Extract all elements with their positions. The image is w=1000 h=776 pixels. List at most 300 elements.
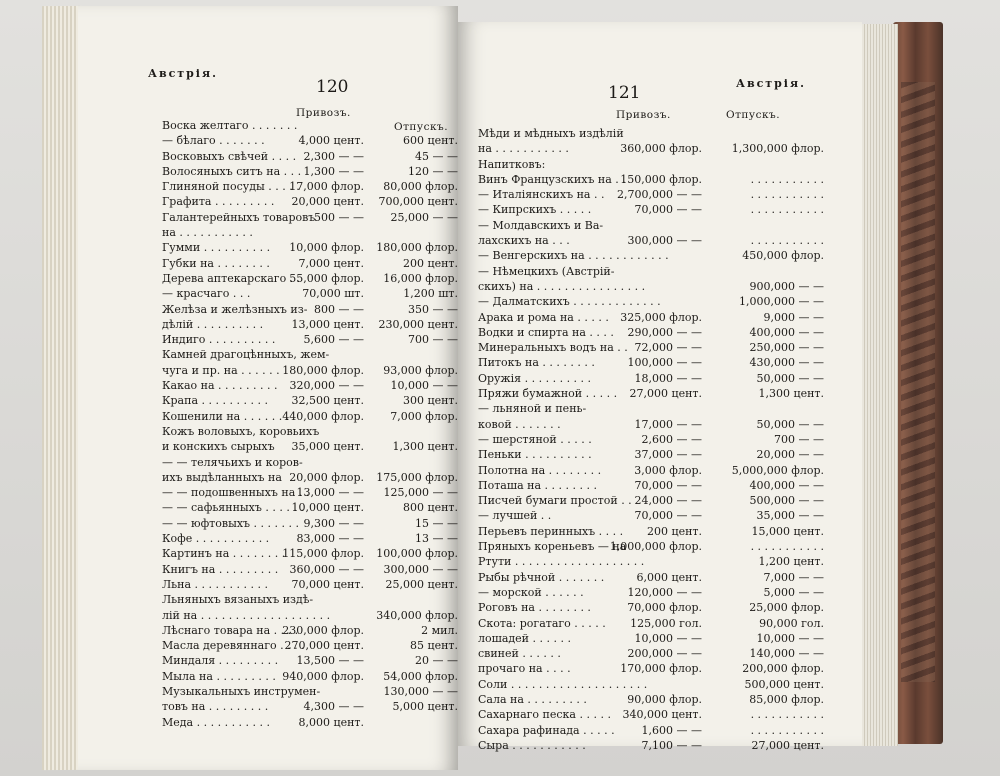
item-label: чуга и пр. на . . . . . . — [162, 363, 280, 377]
export-value: 20,000 — — — [756, 448, 824, 462]
import-value: 120,000 — — — [627, 585, 702, 599]
table-row — [162, 133, 462, 148]
item-label: прочаго на . . . . — [478, 662, 571, 676]
import-value: 150,000 флор. — [620, 172, 702, 186]
import-value: 27,000 цент. — [629, 387, 702, 401]
export-value: 400,000 — — — [749, 478, 824, 492]
table-row — [162, 684, 462, 699]
item-label: Арака и рома на . . . . . — [478, 310, 609, 324]
item-label: Минеральныхъ водъ на . . — [478, 341, 628, 355]
table-row — [162, 623, 462, 638]
table-row — [478, 677, 828, 692]
table-row — [478, 355, 828, 370]
table-row — [162, 638, 462, 653]
import-value: 70,000 шт. — [302, 287, 364, 301]
import-value: 340,000 цент. — [622, 708, 702, 722]
table-row — [162, 378, 462, 393]
export-value: 200,000 флор. — [742, 662, 824, 676]
export-value: . . . . . . . . . . . — [750, 540, 824, 554]
export-value: 7,000 — — — [763, 570, 824, 584]
item-label: на . . . . . . . . . . . — [478, 142, 569, 156]
export-value: 430,000 — — — [749, 356, 824, 370]
export-value: 85 цент. — [410, 639, 458, 653]
import-value: 10,000 — — — [634, 631, 702, 645]
import-value: 125,000 гол. — [630, 616, 702, 630]
import-value: 1,600 — — — [641, 723, 702, 737]
import-value: 7,000 цент. — [298, 256, 364, 270]
import-value: 320,000 — — — [289, 379, 364, 393]
table-row — [478, 524, 828, 539]
item-label: Пряныхъ кореньевъ — на — [478, 540, 627, 554]
export-value: 25,000 флор. — [749, 601, 824, 615]
table-row — [162, 424, 462, 439]
export-value: 50,000 — — — [756, 417, 824, 431]
item-label: Роговъ на . . . . . . . . — [478, 601, 591, 615]
import-value: 37,000 — — — [634, 448, 702, 462]
import-value: 70,000 цент. — [291, 577, 364, 591]
table-row — [162, 225, 462, 240]
import-value: 10,000 флор. — [289, 241, 364, 255]
export-value: 5,000 — — — [763, 585, 824, 599]
export-value: 5,000 цент. — [392, 700, 458, 714]
import-value: 10,000 цент. — [291, 501, 364, 515]
import-value: 17,000 — — — [634, 417, 702, 431]
item-label: Водки и спирта на . . . . — [478, 325, 614, 339]
page-edges-left — [42, 6, 82, 770]
page-number: 120 — [316, 77, 349, 97]
export-value: 1,300 цент. — [758, 387, 824, 401]
item-label: Рыбы рѣчной . . . . . . . — [478, 570, 605, 584]
export-value: 140,000 — — — [749, 647, 824, 661]
table-row — [478, 157, 828, 172]
import-value: 4,300 — — — [303, 700, 364, 714]
import-value: 940,000 флор. — [282, 669, 364, 683]
import-value: 180,000 флор. — [282, 363, 364, 377]
import-value: 13,500 — — — [296, 654, 364, 668]
export-value: 93,000 флор. — [383, 363, 458, 377]
left-page — [78, 6, 458, 770]
table-row — [162, 240, 462, 255]
import-value: 1,300 — — — [303, 164, 364, 178]
item-label: — Италіянскихъ на . . — [478, 188, 605, 202]
item-label: — Кипрскихъ . . . . . — [478, 203, 592, 217]
item-label: Писчей бумаги простой . . — [478, 494, 632, 508]
item-label: Глиняной посуды . . . . . — [162, 180, 300, 194]
item-label: Крапа . . . . . . . . . . — [162, 394, 268, 408]
table-row — [162, 531, 462, 546]
export-value: 10,000 — — — [756, 631, 824, 645]
import-value: 70,000 флор. — [627, 601, 702, 615]
import-value: 7,100 — — — [641, 738, 702, 752]
import-value: 18,000 — — — [634, 371, 702, 385]
item-label: Сахара рафинада . . . . . — [478, 723, 615, 737]
import-value: 70,000 — — — [634, 509, 702, 523]
item-label: — — подошвенныхъ на . . — [162, 486, 310, 500]
import-value: 100,000 — — — [627, 356, 702, 370]
export-value: 1,300 цент. — [392, 440, 458, 454]
item-label: Камней драгоцѣнныхъ, жем- — [162, 348, 330, 362]
item-label: Мыла на . . . . . . . . . — [162, 669, 276, 683]
table-row — [478, 248, 828, 263]
item-label: лій на . . . . . . . . . . . . . . . . . . . — [162, 608, 331, 622]
import-value: 24,000 — — — [634, 494, 702, 508]
table-row — [162, 149, 462, 164]
item-label: Восковыхъ свѣчей . . . . — [162, 149, 297, 163]
table-row — [162, 256, 462, 271]
item-label: — Нѣмецкихъ (Австрій- — [478, 264, 615, 278]
table-row — [162, 715, 462, 730]
item-label: — морской . . . . . . — [478, 585, 584, 599]
table-row — [162, 699, 462, 714]
export-value: 230,000 цент. — [378, 317, 458, 331]
export-value: 85,000 флор. — [749, 692, 824, 706]
export-value: . . . . . . . . . . . — [750, 203, 824, 217]
import-value: 500 — — — [314, 210, 364, 224]
import-value: 13,000 — — — [296, 486, 364, 500]
export-value: 25,000 цент. — [385, 577, 458, 591]
export-value: 27,000 цент. — [751, 738, 824, 752]
table-row — [478, 202, 828, 217]
table-row — [162, 286, 462, 301]
table-row — [162, 562, 462, 577]
item-label: и конскихъ сырыхъ — [162, 440, 275, 454]
item-label: ихъ выдѣланныхъ на — [162, 470, 282, 484]
export-value: 200 цент. — [403, 256, 458, 270]
item-label: Желѣза и желѣзныхъ из- — [162, 302, 308, 316]
export-value: 700 — — — [408, 333, 458, 347]
item-label: — шерстяной . . . . . — [478, 432, 592, 446]
item-label: Сахарнаго песка . . . . . — [478, 708, 611, 722]
item-label: лахскихъ на . . . — [478, 234, 570, 248]
table-row — [478, 723, 828, 738]
page-edges-right — [862, 24, 898, 746]
export-value: 450,000 флор. — [742, 249, 824, 263]
item-label: Кошенили на . . . . . . . — [162, 409, 290, 423]
item-label: Оружія . . . . . . . . . . — [478, 371, 592, 385]
table-row — [162, 271, 462, 286]
import-value: 200 цент. — [647, 524, 702, 538]
import-value: 325,000 флор. — [620, 310, 702, 324]
item-label: — бѣлаго . . . . . . . — [162, 134, 265, 148]
item-label: Губки на . . . . . . . . — [162, 256, 270, 270]
table-row — [162, 332, 462, 347]
column-header-export: Отпускъ. — [394, 121, 449, 133]
table-row — [162, 608, 462, 623]
page-number: 121 — [608, 83, 641, 103]
item-label: свиней . . . . . . — [478, 647, 561, 661]
table-row — [162, 210, 462, 225]
item-label: Воска желтаго . . . . . . . — [162, 119, 298, 132]
export-value: 9,000 — — — [763, 310, 824, 324]
table-row — [478, 310, 828, 325]
export-value: 1,200 шт. — [403, 287, 458, 301]
table-row — [162, 592, 462, 607]
export-value: 700 — — — [774, 432, 824, 446]
export-value: 25,000 — — — [390, 210, 458, 224]
table-row — [478, 141, 828, 156]
item-label: — — сафьянныхъ . . . . . . — [162, 501, 304, 515]
table-row — [162, 194, 462, 209]
export-value: 16,000 флор. — [383, 271, 458, 285]
item-label: Напитковъ: — [478, 157, 546, 171]
import-value: 290,000 — — — [627, 325, 702, 339]
import-value: 8,000 цент. — [298, 715, 364, 729]
item-label: Лѣснаго товара на . . . . — [162, 623, 299, 637]
table-row — [478, 493, 828, 508]
table-row — [162, 347, 462, 362]
table-row — [162, 179, 462, 194]
import-value: 70,000 — — — [634, 478, 702, 492]
export-value: 340,000 флор. — [376, 608, 458, 622]
import-value: 115,000 флор. — [282, 547, 364, 561]
item-label: Сала на . . . . . . . . . — [478, 692, 587, 706]
export-value: 180,000 флор. — [376, 241, 458, 255]
item-label: Полотна на . . . . . . . . — [478, 463, 602, 477]
item-label: — лучшей . . — [478, 509, 552, 523]
item-label: Картинъ на . . . . . . . . — [162, 547, 286, 561]
table-row — [478, 631, 828, 646]
export-value: 80,000 флор. — [383, 180, 458, 194]
table-row — [162, 577, 462, 592]
export-value: . . . . . . . . . . . — [750, 172, 824, 186]
import-value: 72,000 — — — [634, 341, 702, 355]
export-value: 15 — — — [415, 516, 458, 530]
import-value: 2,600 — — — [641, 432, 702, 446]
item-label: — Далматскихъ . . . . . . . . . . . . . — [478, 295, 661, 309]
table-row — [478, 447, 828, 462]
export-value: 500,000 — — — [749, 494, 824, 508]
table-row — [478, 417, 828, 432]
export-value: 300,000 — — — [383, 562, 458, 576]
export-value: 10,000 — — — [390, 379, 458, 393]
table-row — [478, 218, 828, 233]
import-value: 5,600 — — — [303, 333, 364, 347]
item-label: на . . . . . . . . . . . — [162, 226, 253, 240]
export-value: 900,000 — — — [749, 279, 824, 293]
item-label: Пряжи бумажной . . . . . — [478, 387, 618, 401]
import-value: 2,300 — — — [303, 149, 364, 163]
table-row — [162, 393, 462, 408]
item-label: Какао на . . . . . . . . . — [162, 379, 278, 393]
export-value: 13 — — — [415, 532, 458, 546]
export-value: 250,000 — — — [749, 341, 824, 355]
import-value: 800 — — — [314, 302, 364, 316]
import-value: 6,000 цент. — [636, 570, 702, 584]
item-label: товъ на . . . . . . . . . — [162, 700, 269, 714]
item-label: Винъ Французскихъ на . . — [478, 172, 626, 186]
export-value: 15,000 цент. — [751, 524, 824, 538]
export-value: 300 цент. — [403, 394, 458, 408]
item-label: Кофе . . . . . . . . . . . — [162, 532, 270, 546]
item-label: Поташа на . . . . . . . . — [478, 478, 597, 492]
table-row — [478, 233, 828, 248]
right-page — [458, 22, 862, 752]
import-value: 90,000 флор. — [627, 692, 702, 706]
table-row — [478, 646, 828, 661]
export-value: 1,000,000 — — — [739, 295, 824, 309]
export-value: 125,000 — — — [383, 486, 458, 500]
import-value: 360,000 — — — [289, 562, 364, 576]
table-row — [478, 738, 828, 753]
export-value: . . . . . . . . . . . — [750, 723, 824, 737]
table-row — [478, 585, 828, 600]
table-row — [478, 325, 828, 340]
export-value: 2 мил. — [421, 623, 458, 637]
table-row — [478, 187, 828, 202]
export-value: . . . . . . . . . . . — [750, 234, 824, 248]
table-row — [478, 539, 828, 554]
table-row — [478, 264, 828, 279]
table-row — [478, 508, 828, 523]
table-row — [162, 164, 462, 179]
column-header-import: Привозъ. — [296, 107, 351, 119]
export-value: 700,000 цент. — [378, 195, 458, 209]
item-label: дѣлій . . . . . . . . . . — [162, 317, 264, 331]
import-value: 17,000 флор. — [289, 180, 364, 194]
item-label: Книгъ на . . . . . . . . . — [162, 562, 279, 576]
table-row — [478, 463, 828, 478]
export-value: 100,000 флор. — [376, 547, 458, 561]
export-value: 350 — — — [408, 302, 458, 316]
item-label: Соли . . . . . . . . . . . . . . . . . . . . — [478, 677, 648, 691]
export-value: . . . . . . . . . . . — [750, 188, 824, 202]
item-label: Пеньки . . . . . . . . . . — [478, 448, 592, 462]
export-value: 20 — — — [415, 654, 458, 668]
table-row — [478, 386, 828, 401]
export-value: 175,000 флор. — [376, 470, 458, 484]
import-value: 35,000 цент. — [291, 440, 364, 454]
export-value: 45 — — — [415, 149, 458, 163]
import-value: 20,000 флор. — [289, 470, 364, 484]
import-value: 20,000 цент. — [291, 195, 364, 209]
table-row — [162, 485, 462, 500]
item-label: Волосяныхъ ситъ на . . . — [162, 164, 302, 178]
left-table — [162, 118, 462, 730]
table-row — [478, 554, 828, 569]
import-value: 83,000 — — — [296, 532, 364, 546]
export-value: 120 — — — [408, 164, 458, 178]
table-row — [478, 600, 828, 615]
import-value: 300,000 — — — [627, 234, 702, 248]
export-value: 800 цент. — [403, 501, 458, 515]
export-value: . . . . . . . . . . . — [750, 708, 824, 722]
table-row — [478, 340, 828, 355]
table-row — [478, 294, 828, 309]
right-table — [478, 126, 828, 753]
export-value: 500,000 цент. — [744, 677, 824, 691]
table-row — [478, 692, 828, 707]
item-label: Гумми . . . . . . . . . . — [162, 241, 271, 255]
item-label: Мѣди и мѣдныхъ издѣлій — [478, 127, 624, 140]
item-label: Дерева аптекарскаго . . — [162, 271, 301, 285]
item-label: — Венгерскихъ на . . . . . . . . . . . . — [478, 249, 669, 263]
item-label: лошадей . . . . . . — [478, 631, 571, 645]
import-value: 3,000 флор. — [634, 463, 702, 477]
item-label: Скота: рогатаго . . . . . — [478, 616, 606, 630]
item-label: — Молдавскихъ и Ва- — [478, 218, 604, 232]
import-value: 13,000 цент. — [291, 317, 364, 331]
table-row — [478, 371, 828, 386]
export-value: 35,000 — — — [756, 509, 824, 523]
item-label: Льна . . . . . . . . . . . — [162, 577, 268, 591]
table-row — [478, 401, 828, 416]
import-value: 440,000 флор. — [282, 409, 364, 423]
export-value: 600 цент. — [403, 134, 458, 148]
running-head: Австрія. — [148, 67, 218, 80]
item-label: Масла деревяннаго . . . . — [162, 639, 305, 653]
item-label: ковой . . . . . . . — [478, 417, 561, 431]
import-value: 270,000 цент. — [284, 639, 364, 653]
table-row — [162, 516, 462, 531]
import-value: 360,000 флор. — [620, 142, 702, 156]
export-value: 7,000 флор. — [390, 409, 458, 423]
import-value: 1,000,000 флор. — [609, 540, 702, 554]
import-value: 200,000 — — — [627, 647, 702, 661]
table-row — [162, 669, 462, 684]
table-row — [162, 363, 462, 378]
import-value: 55,000 флор. — [289, 271, 364, 285]
table-row — [162, 409, 462, 424]
export-value: 1,200 цент. — [758, 555, 824, 569]
table-row — [162, 546, 462, 561]
import-value: 4,000 цент. — [298, 134, 364, 148]
item-label: Индиго . . . . . . . . . . — [162, 333, 276, 347]
table-row — [162, 470, 462, 485]
table-row — [478, 707, 828, 722]
item-label: — льняной и пень- — [478, 402, 587, 416]
import-value: 9,300 — — — [303, 516, 364, 530]
table-row — [478, 478, 828, 493]
table-row — [162, 317, 462, 332]
import-value: 70,000 — — — [634, 203, 702, 217]
table-row — [478, 616, 828, 631]
item-label: — — юфтовыхъ . . . . . . . — [162, 516, 299, 530]
item-label: Льняныхъ вязаныхъ издѣ- — [162, 593, 314, 607]
item-label: Перьевъ перинныхъ . . . . — [478, 524, 624, 538]
item-label: Ртути . . . . . . . . . . . . . . . . . . . — [478, 555, 645, 569]
import-value: 230,000 флор. — [282, 623, 364, 637]
table-row — [478, 570, 828, 585]
item-label: Музыкальныхъ инструмен- — [162, 684, 321, 698]
export-value: 130,000 — — — [383, 684, 458, 698]
column-header-export: Отпускъ. — [726, 109, 781, 121]
table-row — [478, 661, 828, 676]
import-value: 170,000 флор. — [620, 662, 702, 676]
item-label: — красчаго . . . — [162, 287, 251, 301]
table-row — [162, 500, 462, 515]
export-value: 1,300,000 флор. — [731, 142, 824, 156]
table-row — [478, 126, 828, 141]
import-value: 32,500 цент. — [291, 394, 364, 408]
table-row — [162, 118, 462, 133]
export-value: 400,000 — — — [749, 325, 824, 339]
item-label: Миндаля . . . . . . . . . — [162, 654, 279, 668]
export-value: 50,000 — — — [756, 371, 824, 385]
item-label: Меда . . . . . . . . . . . — [162, 715, 271, 729]
book-spine — [893, 22, 943, 744]
export-value: 54,000 флор. — [383, 669, 458, 683]
item-label: Галантерейныхъ товаровъ — [162, 210, 316, 224]
table-row — [162, 653, 462, 668]
table-row — [478, 432, 828, 447]
export-value: 90,000 гол. — [759, 616, 824, 630]
table-row — [162, 302, 462, 317]
import-value: 2,700,000 — — — [617, 188, 702, 202]
table-row — [162, 455, 462, 470]
item-label: Графита . . . . . . . . . — [162, 195, 275, 209]
item-label: Сыра . . . . . . . . . . . — [478, 738, 586, 752]
item-label: — — телячьихъ и коров- — [162, 455, 303, 469]
